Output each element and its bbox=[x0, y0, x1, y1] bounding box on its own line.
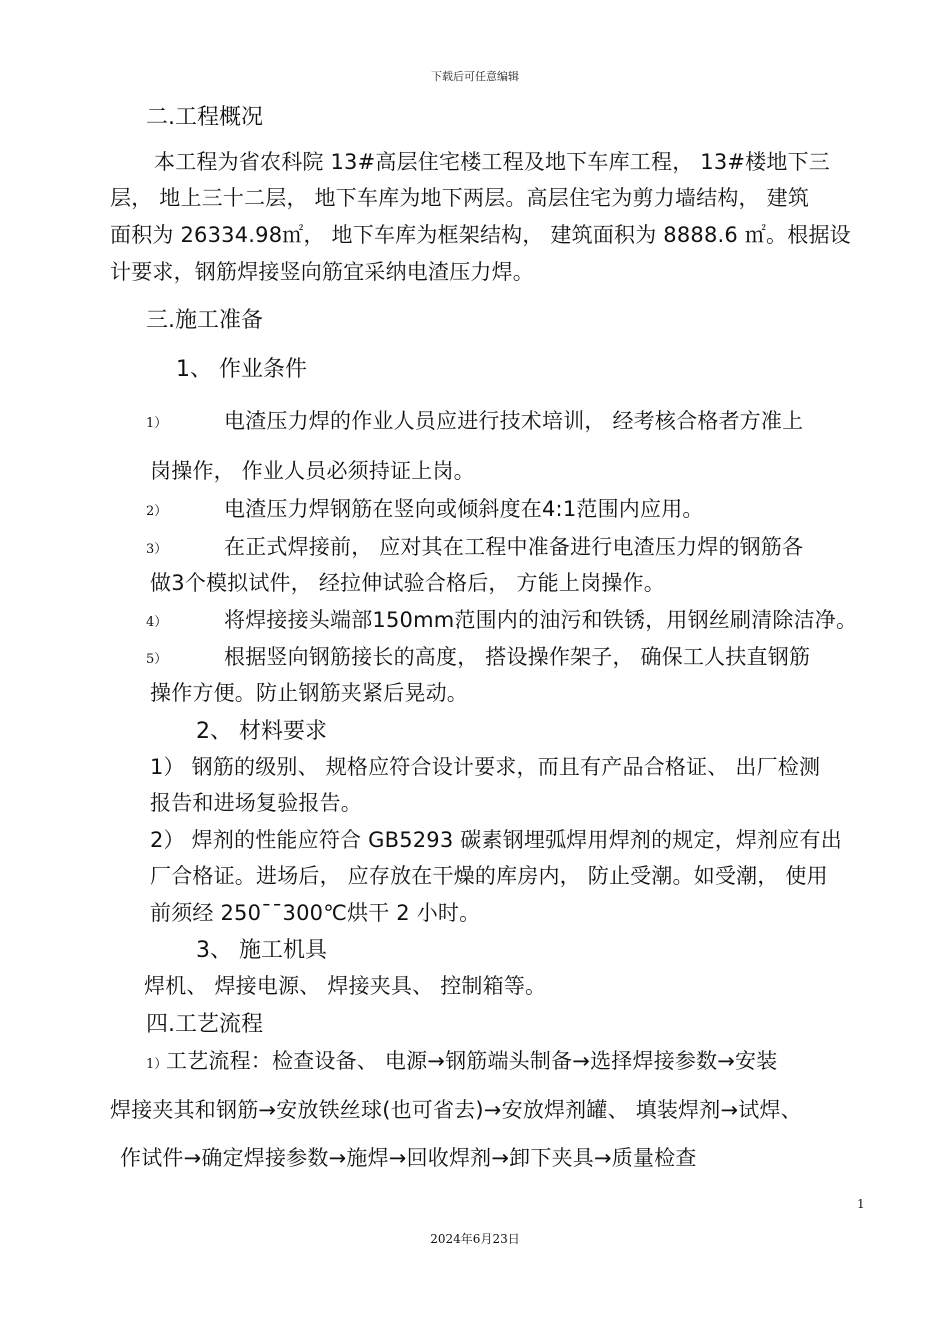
condition-3-line-2: 做3个模拟试件， 经拉伸试验合格后， 方能上岗操作。 bbox=[150, 571, 665, 595]
overview-line-2: 层， 地上三十二层， 地下车库为地下两层。高层住宅为剪力墙结构， 建筑 bbox=[110, 186, 810, 210]
overview-line-4: 计要求，钢筋焊接竖向筋宜采纳电渣压力焊。 bbox=[110, 260, 534, 284]
materials-line-3: 2） 焊剂的性能应符合 GB5293 碳素钢埋弧焊用焊剂的规定，焊剂应有出 bbox=[150, 828, 842, 852]
section-title-preparation: 三.施工准备 bbox=[146, 308, 263, 333]
overview-line-3: 面积为 26334.98㎡， 地下车库为框架结构， 建筑面积为 8888.6 ㎡。根据设 bbox=[110, 223, 851, 247]
condition-2-number: 2） bbox=[146, 504, 168, 519]
materials-line-5: 前须经 250¯¯300℃烘干 2 小时。 bbox=[150, 901, 481, 925]
condition-5-line-2: 操作方便。防止钢筋夹紧后晃动。 bbox=[150, 681, 468, 705]
condition-1-number: 1） bbox=[146, 416, 168, 431]
flow-line-2: 焊接夹其和钢筋→安放铁丝球(也可省去)→安放焊剂罐、 填装焊剂→试焊、 bbox=[110, 1098, 802, 1122]
overview-line-1: 本工程为省农科院 13#高层住宅楼工程及地下车库工程， 13#楼地下三 bbox=[154, 150, 830, 174]
condition-5-line-1: 根据竖向钢筋接长的高度， 搭设操作架子， 确保工人扶直钢筋 bbox=[224, 645, 811, 669]
flow-line-1: 工艺流程：检查设备、 电源→钢筋端头制备→选择焊接参数→安装 bbox=[166, 1049, 778, 1073]
subsection-title-materials: 2、 材料要求 bbox=[196, 719, 327, 744]
condition-3-line-1: 在正式焊接前， 应对其在工程中准备进行电渣压力焊的钢筋各 bbox=[224, 535, 804, 559]
condition-4-number: 4） bbox=[146, 615, 168, 630]
flow-line-3: 作试件→确定焊接参数→施焊→回收焊剂→卸下夹具→质量检查 bbox=[120, 1146, 697, 1170]
header-note: 下载后可任意编辑 bbox=[431, 70, 519, 83]
condition-1-line-1: 电渣压力焊的作业人员应进行技术培训， 经考核合格者方准上 bbox=[224, 409, 804, 433]
footer-date: 2024年6月23日 bbox=[430, 1232, 520, 1246]
page-number: 1 bbox=[857, 1197, 865, 1211]
condition-3-number: 3） bbox=[146, 542, 168, 557]
condition-2-line-1: 电渣压力焊钢筋在竖向或倾斜度在4:1范围内应用。 bbox=[224, 497, 704, 521]
subsection-title-conditions: 1、 作业条件 bbox=[176, 357, 307, 382]
section-title-overview: 二.工程概况 bbox=[146, 105, 263, 130]
materials-line-2: 报告和进场复验报告。 bbox=[150, 791, 362, 815]
tools-line: 焊机、 焊接电源、 焊接夹具、 控制箱等。 bbox=[144, 974, 547, 998]
section-title-process: 四.工艺流程 bbox=[146, 1012, 263, 1037]
condition-5-number: 5） bbox=[146, 652, 168, 667]
materials-line-4: 厂合格证。进场后， 应存放在干燥的库房内， 防止受潮。如受潮， 使用 bbox=[150, 864, 828, 888]
condition-1-line-2: 岗操作， 作业人员必须持证上岗。 bbox=[150, 459, 475, 483]
subsection-title-tools: 3、 施工机具 bbox=[196, 938, 327, 963]
materials-line-1: 1） 钢筋的级别、 规格应符合设计要求，而且有产品合格证、 出厂检测 bbox=[150, 755, 821, 779]
flow-number: 1） bbox=[146, 1057, 168, 1072]
condition-4-line-1: 将焊接接头端部150mm范围内的油污和铁锈，用钢丝刷清除洁净。 bbox=[224, 608, 858, 632]
